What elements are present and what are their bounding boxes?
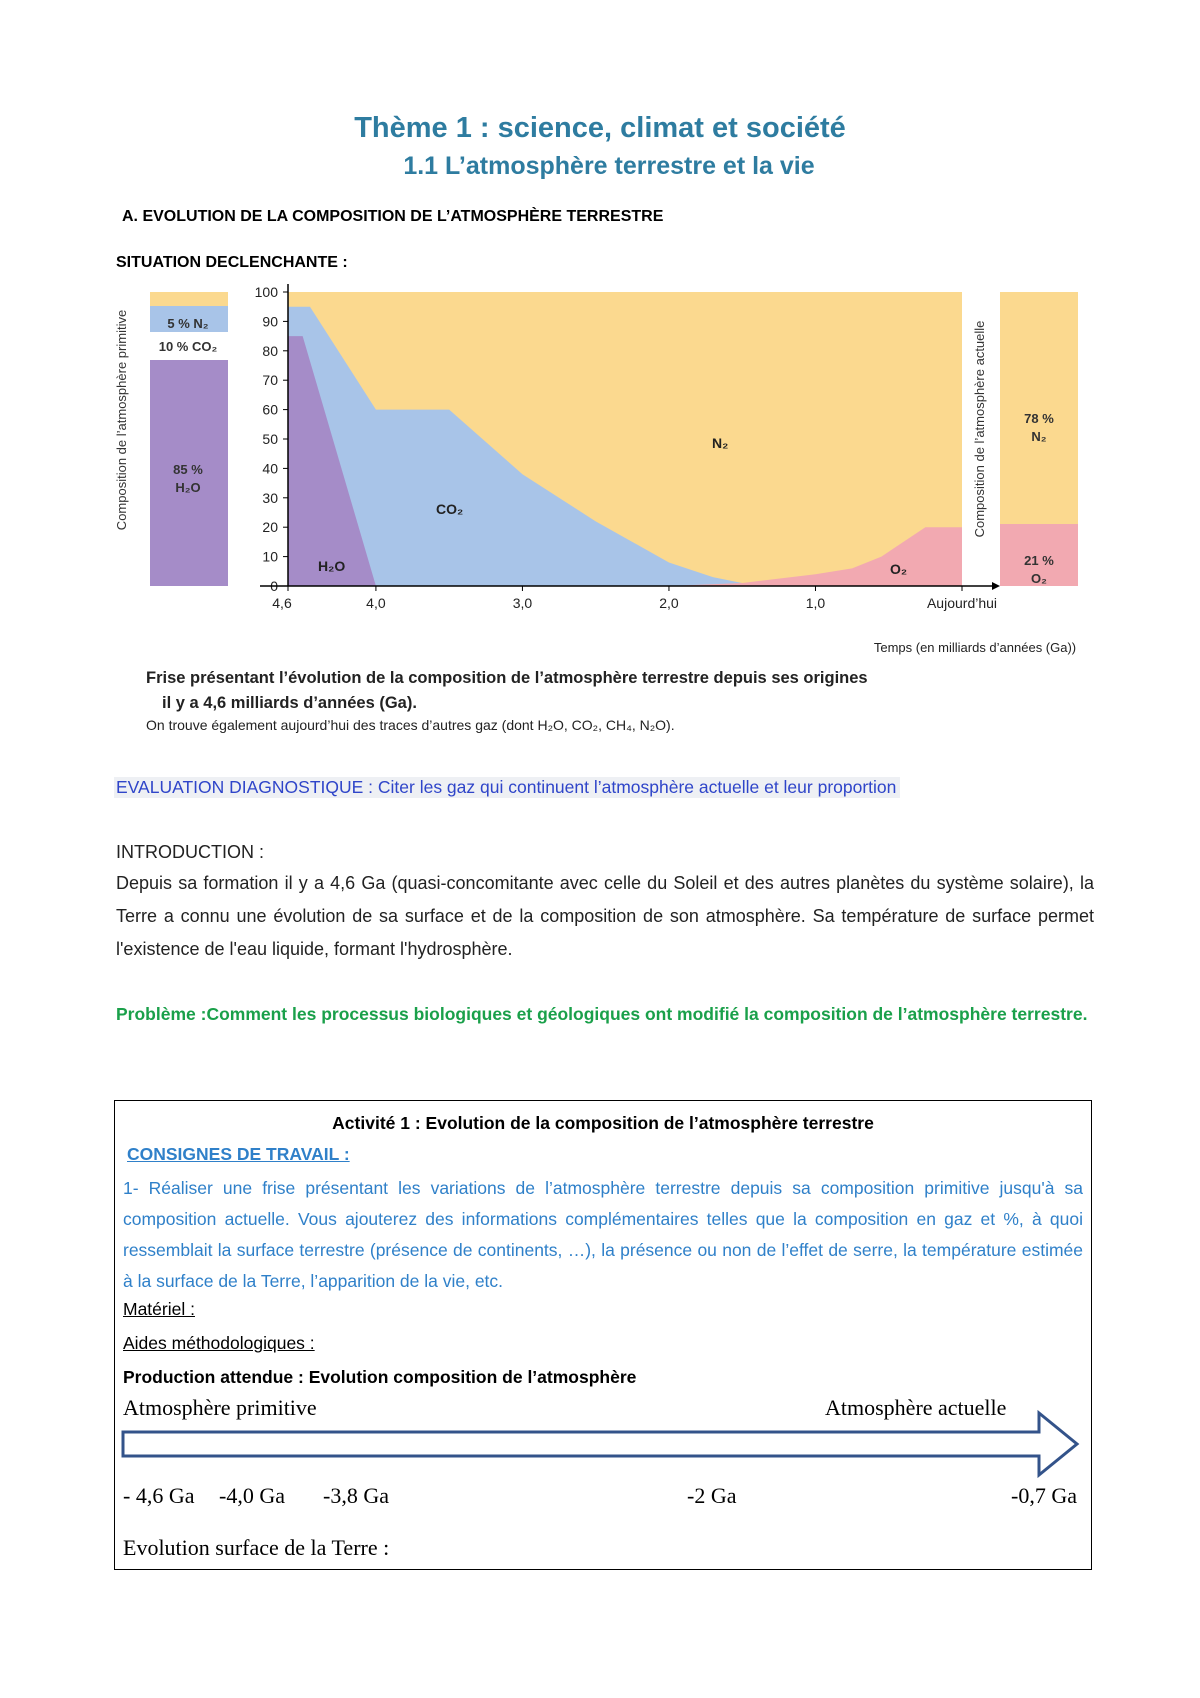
y-tick-label: 70 xyxy=(262,372,278,389)
x-tick-label: 2,0 xyxy=(659,595,679,611)
x-tick-label: 4,0 xyxy=(366,595,386,611)
primitive-bar-h2o-formula: H₂O xyxy=(175,480,201,495)
probleme-statement: Problème :Comment les processus biologiques et géologiques ont modifié la composition de l’atmosphère terrestre. xyxy=(116,1004,1088,1024)
chart-caption-3: On trouve également aujourd’hui des traces d’autres gaz (dont H₂O, CO₂, CH₄, N₂O). xyxy=(146,717,675,733)
activity-title: Activité 1 : Evolution de la composition de l’atmosphère terrestre xyxy=(332,1113,874,1133)
atmosphere-primitive-label: Atmosphère primitive xyxy=(123,1395,317,1420)
y-tick-label: 100 xyxy=(254,284,278,300)
x-axis-title: Temps (en milliards d’années (Ga)) xyxy=(873,640,1077,655)
primitive-bar-caption: Composition de l’atmosphère primitive xyxy=(114,309,129,531)
x-tick-label: 4,6 xyxy=(272,595,292,611)
x-axis-arrow xyxy=(992,582,1000,590)
introduction-text: Depuis sa formation il y a 4,6 Ga (quasi-concomitante avec celle du Soleil et des autres planètes du système solaire), la Terre a connu une évolution de sa surface et de la composition de son atmosphère. Sa température de surface permet l'existence de l'eau liquide, formant l'hydrosphère. xyxy=(116,873,1094,959)
current-bar-o2-pct: 21 % xyxy=(1024,553,1054,568)
current-bar xyxy=(972,292,1078,586)
materiel-label: Matériel : xyxy=(123,1299,195,1319)
current-bar-caption: Composition de l’atmosphère actuelle xyxy=(972,320,987,538)
current-bar-o2-formula: O₂ xyxy=(1031,571,1047,586)
atmosphere-chart xyxy=(100,284,1100,744)
atmosphere-actuelle-label: Atmosphère actuelle xyxy=(825,1395,1007,1420)
y-tick-label: 10 xyxy=(262,548,278,565)
timeline-label: -4,0 Ga xyxy=(219,1483,285,1508)
y-tick-label: 30 xyxy=(262,489,278,506)
y-tick-label: 40 xyxy=(262,460,278,477)
timeline-label: -0,7 Ga xyxy=(1011,1483,1077,1508)
primitive-bar-h2o-pct: 85 % xyxy=(173,462,203,477)
primitive-bar-co2-label: 10 % CO₂ xyxy=(158,339,218,354)
x-tick-label: 1,0 xyxy=(805,595,826,611)
production-text: Evolution composition de l’atmosphère xyxy=(303,1367,637,1387)
timeline-arrow-icon xyxy=(121,1409,1081,1479)
x-tick-label: Aujourd’hui xyxy=(926,595,998,611)
consignes-label: CONSIGNES DE TRAVAIL : xyxy=(127,1144,350,1164)
consignes-text: 1- Réaliser une frise présentant les variations de l’atmosphère terrestre depuis sa composition primitive jusqu'à sa composition actuelle. Vous ajouterez des informations complémentaires telles que la composition en gaz et %, à quoi ressemblait la surface terrestre (présence de continents, …), la présence ou non de l’effet de serre, la température estimée à la surface de la Terre, l’apparition de la vie, etc. xyxy=(123,1178,1083,1291)
y-tick-label: 0 xyxy=(270,578,278,594)
area-label-o2: O₂ xyxy=(890,561,908,577)
area-label-co2: CO₂ xyxy=(436,501,464,517)
area-label-n2: N₂ xyxy=(712,435,729,451)
current-bar-n2 xyxy=(1000,292,1078,524)
primitive-bar-n2-label: 5 % N₂ xyxy=(167,316,209,331)
chart-caption-1: Frise présentant l’évolution de la composition de l’atmosphère terrestre depuis ses origines xyxy=(146,669,868,687)
timeline-label: -3,8 Ga xyxy=(323,1483,389,1508)
production-attendue xyxy=(123,1367,636,1388)
y-tick-label: 60 xyxy=(262,401,278,418)
production-label: Production attendue : xyxy=(123,1367,304,1387)
aides-label: Aides méthodologiques : xyxy=(123,1333,315,1353)
plot-area xyxy=(288,292,962,586)
section-heading: A. EVOLUTION DE LA COMPOSITION DE L’ATMOSPHÈRE TERRESTRE xyxy=(122,208,664,225)
surface-evolution-label: Evolution surface de la Terre : xyxy=(123,1535,390,1560)
timeline-label: -2 Ga xyxy=(687,1483,737,1508)
page-title: Thème 1 : science, climat et société xyxy=(354,112,846,144)
current-bar-n2-formula: N₂ xyxy=(1031,429,1047,444)
chart-caption-2: il y a 4,6 milliards d’années (Ga). xyxy=(162,694,417,712)
activity-box xyxy=(114,1100,1092,1570)
y-tick-label: 50 xyxy=(262,431,278,447)
primitive-bar xyxy=(114,292,228,586)
y-tick-label: 80 xyxy=(262,342,278,359)
x-axis-ticks xyxy=(272,586,997,611)
situation-heading: SITUATION DECLENCHANTE : xyxy=(116,254,348,271)
introduction-heading: INTRODUCTION : xyxy=(116,842,264,862)
y-tick-label: 90 xyxy=(262,313,278,330)
current-bar-n2-pct: 78 % xyxy=(1024,411,1054,426)
primitive-bar-n2 xyxy=(150,292,228,306)
y-axis-ticks xyxy=(255,284,288,594)
page-subtitle: 1.1 L’atmosphère terrestre et la vie xyxy=(403,152,815,180)
timeline-label: - 4,6 Ga xyxy=(123,1483,195,1508)
x-tick-label: 3,0 xyxy=(512,595,533,611)
evaluation-diagnostique: EVALUATION DIAGNOSTIQUE : Citer les gaz qui continuent l’atmosphère actuelle et leur proportion xyxy=(114,777,900,798)
area-label-h2o: H₂O xyxy=(318,558,346,574)
y-tick-label: 20 xyxy=(262,519,278,536)
